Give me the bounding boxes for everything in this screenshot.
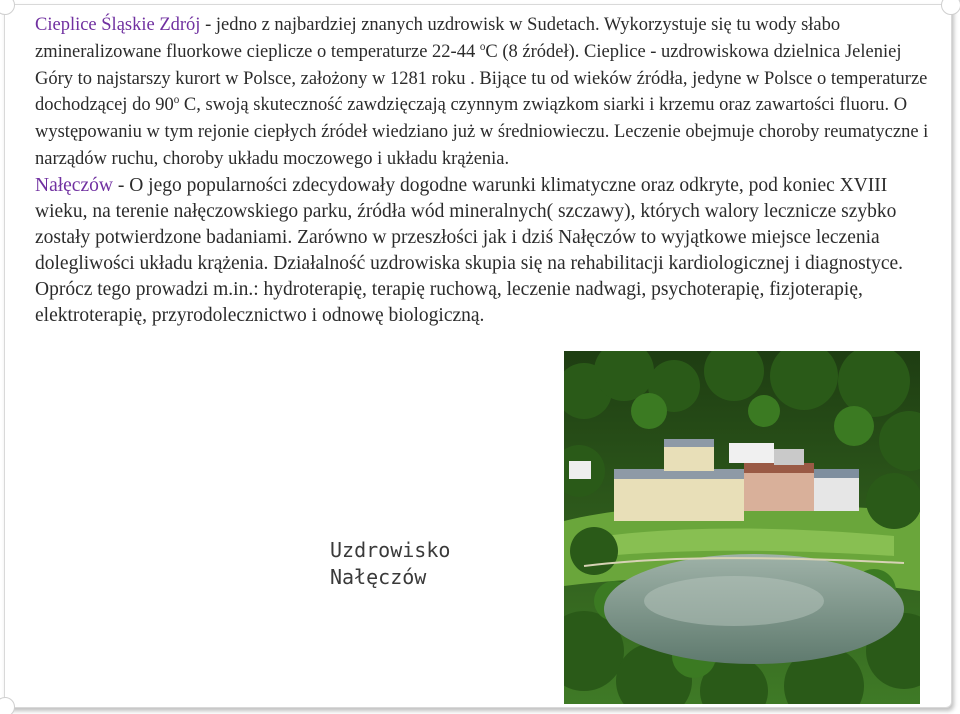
frame-corner-ornament [0, 697, 15, 714]
image-caption: Uzdrowisko Nałęczów [330, 538, 451, 589]
naleczow-aerial-photo [564, 351, 920, 704]
place-name-naleczow: Nałęczów [35, 174, 113, 196]
frame-corner-ornament [0, 0, 15, 15]
paragraph-naleczow: Nałęczów - O jego popularności zdecydowały dogodne warunki klimatyczne oraz odkryte, pod koniec XVIII wieku, na terenie nałęczowskiego parku, źródła wód mineralnych( szczawy), których walory lecznicze szybko zostały potwierdzone badaniami. Zarówno w przeszłości jak i dziś Nałęczów to wyjątkowe miejsce leczenia dolegliwości układu krążenia. Działalność uzdrowiska skupia się na rehabilitacji kardiologicznej i diagnostyce. Oprócz tego prowadzi m.in.: hydroterapię, terapię ruchową, leczenie nadwagi, psychoterapię, fizjoterapię, elektroterapię, przyrodolecznictwo i odnowę biologiczną. [35, 174, 904, 326]
frame-corner-ornament [941, 0, 960, 15]
paragraph-cieplice: Cieplice Śląskie Zdrój - jedno z najbardziej znanych uzdrowisk w Sudetach. Wykorzystuje się tu wody słabo zmineralizowane fluorkowe cieplicze o temperaturze 22-44 $^o$C (8 źródeł). Cieplice - uzdrowiskowa dzielnica Jeleniej Góry to najstarszy kurort w Polsce, założony w 1281 roku . Bijące tu od wieków źródła, jedyne w Polsce o temperaturze dochodzącej do 90$^o$ C, swoją skuteczność zawdzięczają czynnym związkom siarki i krzemu oraz zawartości fluoru. O występowaniu w tym rejonie ciepłych źródeł wiedziano już w średniowieczu. Leczenie obejmuje choroby reumatyczne i narządów ruchu, choroby układu moczowego i układu krążenia. [35, 15, 929, 169]
body-text [35, 12, 935, 329]
place-name-cieplice: Cieplice Śląskie Zdrój [35, 15, 201, 35]
